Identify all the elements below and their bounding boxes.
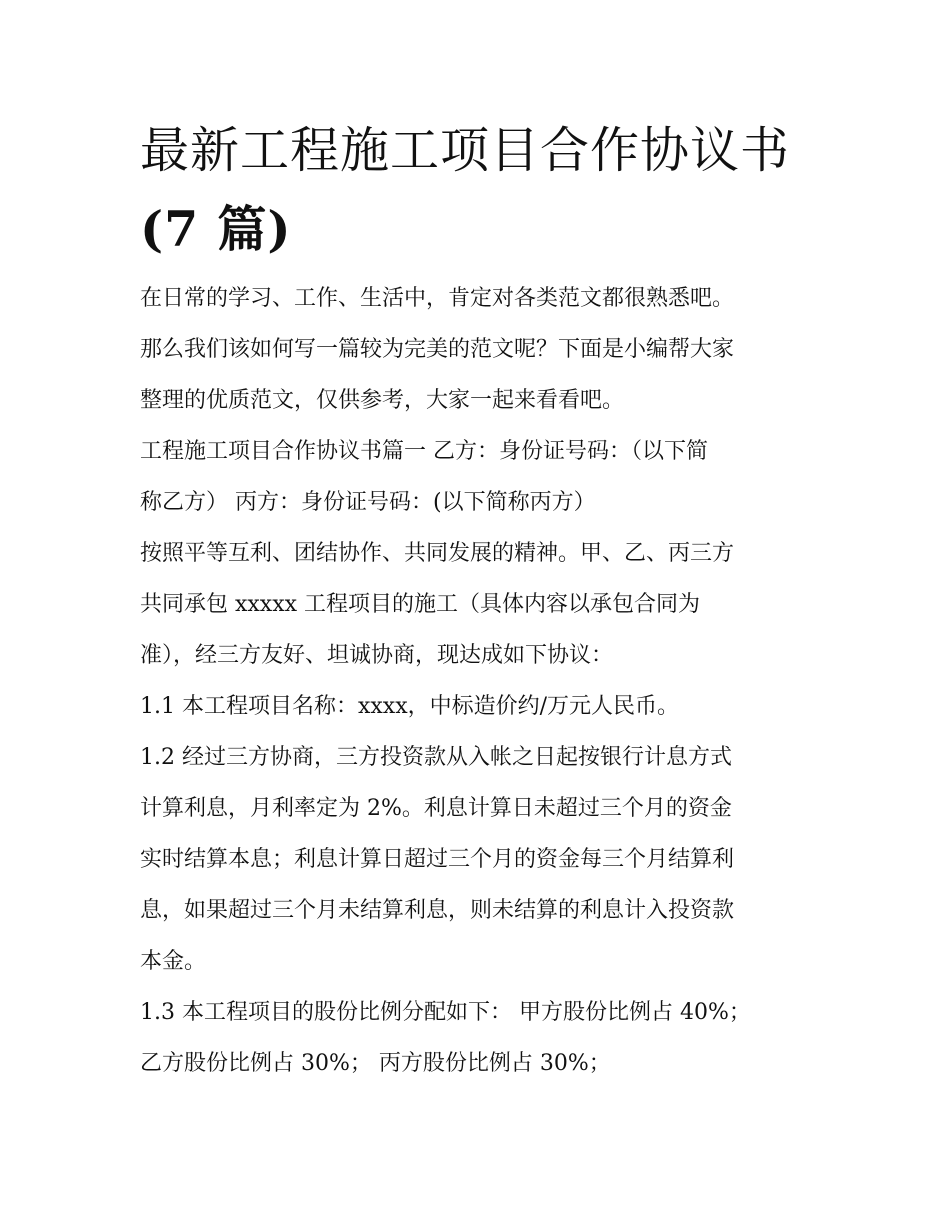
text-line: 1.3 本工程项目的股份比例分配如下： 甲方股份比例占 40%； (140, 1000, 751, 1025)
text-line: 称乙方） 丙方：身份证号码：(以下简称丙方） (140, 490, 596, 515)
text-line: 1.2 经过三方协商，三方投资款从入帐之日起按银行计息方式 (140, 745, 732, 770)
document-body (140, 273, 830, 1089)
text-line: 本金。 (140, 949, 207, 974)
text-line: 1.1 本工程项目名称：xxxx，中标造价约/万元人民币。 (140, 694, 680, 719)
text-line: 实时结算本息；利息计算日超过三个月的资金每三个月结算利 (140, 847, 735, 872)
document-title (140, 112, 840, 268)
title-line-1: 最新工程施工项目合作协议书 (140, 122, 791, 179)
text-line: 息，如果超过三个月未结算利息，则未结算的利息计入投资款 (140, 898, 735, 923)
text-line: 准），经三方友好、坦诚协商，现达成如下协议： (140, 643, 614, 668)
title-line-2: (7 篇) (140, 200, 292, 258)
text-line: 共同承包 xxxxx 工程项目的施工（具体内容以承包合同为 (140, 592, 701, 617)
text-line: 乙方股份比例占 30%； 丙方股份比例占 30%； (140, 1051, 611, 1076)
text-line: 按照平等互利、团结协作、共同发展的精神。甲、乙、丙三方 (140, 541, 735, 566)
text-line: 那么我们该如何写一篇较为完美的范文呢？下面是小编帮大家 (140, 337, 735, 362)
text-line: 整理的优质范文，仅供参考，大家一起来看看吧。 (140, 388, 625, 413)
text-line: 计算利息，月利率定为 2%。利息计算日未超过三个月的资金 (140, 796, 732, 821)
text-line: 在日常的学习、工作、生活中，肯定对各类范文都很熟悉吧。 (140, 286, 735, 311)
text-line: 工程施工项目合作协议书篇一 乙方：身份证号码：（以下简 (140, 439, 708, 464)
